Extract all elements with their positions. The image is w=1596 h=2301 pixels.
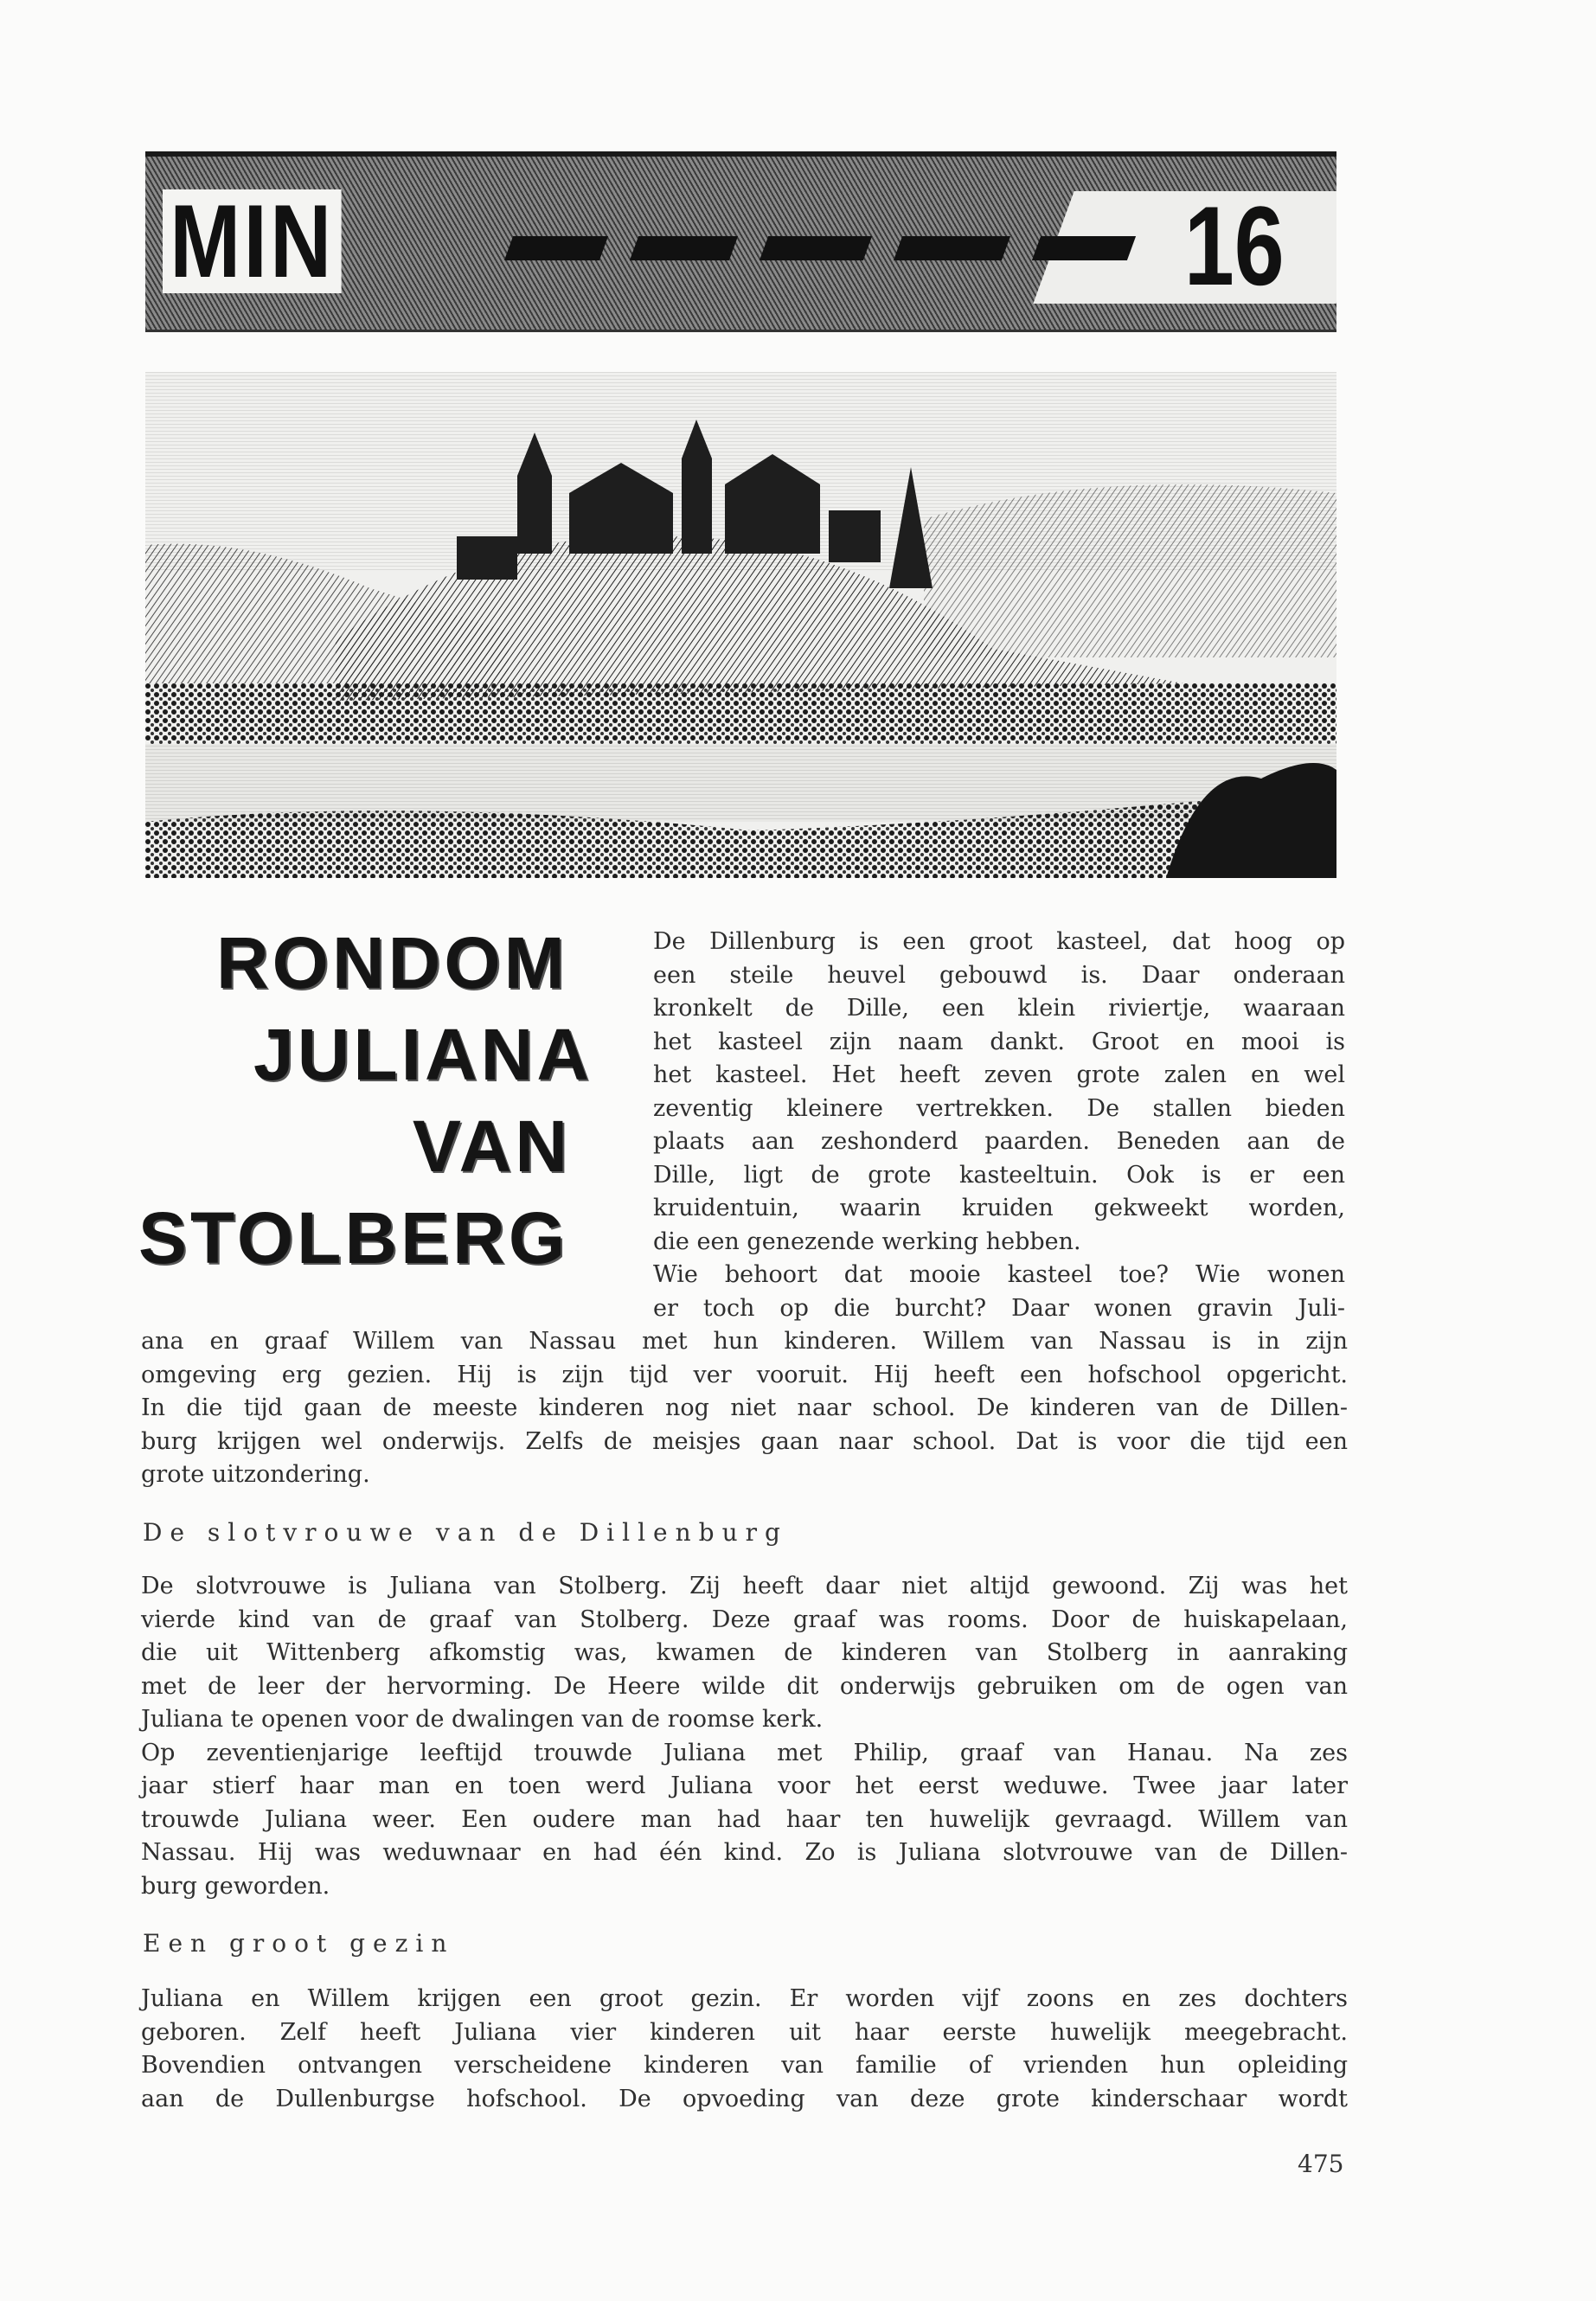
text-line: Nassau. Hij was weduwnaar en had één kind. Zo is Juliana slotvrouwe van de Dillen- (141, 1839, 1348, 1866)
banner-dash (894, 236, 1010, 260)
text-line: met de leer der hervorming. De Heere wilde dit onderwijs gebruiken om de ogen van (141, 1672, 1348, 1700)
text-line: een steile heuvel gebouwd is. Daar onderaan (653, 961, 1345, 989)
text-line: aan de Dullenburgse hofschool. De opvoeding van deze grote kinderschaar wordt (141, 2085, 1348, 2112)
text-line: vierde kind van de graaf van Stolberg. Deze graaf was rooms. Door de huiskapelaan, (141, 1606, 1348, 1633)
section-slotvrouwe (141, 1570, 1348, 1903)
text-line: Dille, ligt de grote kasteeltuin. Ook is er een (653, 1161, 1345, 1189)
text-line: kruidentuin, waarin kruiden gekweekt worden, (653, 1195, 1345, 1221)
text-line: Bovendien ontvangen verscheidene kinderen van familie of vrienden hun opleiding (141, 2052, 1348, 2079)
article-title (130, 917, 597, 1284)
banner-dash (630, 236, 738, 260)
section-gezin (141, 1983, 1348, 2116)
title-line-1: RONDOM (216, 922, 568, 1003)
banner-word: MIN (163, 189, 342, 293)
title-line-3: VAN (412, 1106, 571, 1187)
town (145, 683, 1336, 744)
text-line: jaar stierf haar man en toen werd Juliana voor het eerst weduwe. Twee jaar later (141, 1772, 1348, 1799)
page-number: 475 (1298, 2150, 1344, 2178)
section-heading-gezin: Een groot gezin (143, 1929, 455, 1958)
text-line: geboren. Zelf heeft Juliana vier kinderen uit haar eerste huwelijk meegebracht. (141, 2018, 1348, 2046)
title-line-2: JULIANA (253, 1014, 593, 1095)
text-line: De slotvrouwe is Juliana van Stolberg. Zij heeft daar niet altijd gewoond. Zij was het (141, 1573, 1348, 1599)
text-line: Juliana te openen voor de dwalingen van de roomse kerk. (141, 1706, 824, 1733)
text-line: het kasteel zijn naam dankt. Groot en mooi is (653, 1028, 1345, 1055)
text-line: ana en graaf Willem van Nassau met hun kinderen. Willem van Nassau is in zijn (141, 1328, 1348, 1355)
text-line: er toch op die burcht? Daar wonen gravin Juli- (653, 1294, 1345, 1322)
castle-engraving (145, 372, 1336, 878)
text-line: trouwde Juliana weer. Een oudere man had haar ten huwelijk gevraagd. Willem van (141, 1805, 1348, 1833)
text-line: De Dillenburg is een groot kasteel, dat hoog op (653, 928, 1345, 955)
text-line: Juliana en Willem krijgen een groot gezin. Er worden vijf zoons en zes dochters (141, 1985, 1348, 2012)
banner-dash (1032, 236, 1136, 260)
banner-number: 16 (1184, 183, 1285, 309)
text-line: burg krijgen wel onderwijs. Zelfs de meisjes gaan naar school. Dat is voor die tijd een (141, 1427, 1348, 1455)
text-line: zeventig kleinere vertrekken. De stallen bieden (653, 1094, 1345, 1122)
text-line: Wie behoort dat mooie kasteel toe? Wie wonen (653, 1261, 1345, 1288)
text-line: plaats aan zeshonderd paarden. Beneden aan de (653, 1128, 1345, 1155)
text-line: omgeving erg gezien. Hij is zijn tijd ver vooruit. Hij heeft een hofschool opgericht. (141, 1361, 1348, 1388)
text-line: grote uitzondering. (141, 1461, 370, 1488)
text-line: die uit Wittenberg afkomstig was, kwamen de kinderen van Stolberg in aanraking (141, 1639, 1348, 1666)
text-line: burg geworden. (141, 1872, 330, 1900)
intro-column (653, 926, 1345, 1325)
text-line: het kasteel. Het heeft zeven grote zalen en wel (653, 1061, 1345, 1088)
section-heading-slotvrouwe: De slotvrouwe van de Dillenburg (143, 1518, 788, 1547)
text-line: In die tijd gaan de meeste kinderen nog niet naar school. De kinderen van de Dillen- (141, 1394, 1348, 1421)
banner-dash (504, 236, 608, 260)
title-line-4: STOLBERG (138, 1197, 569, 1279)
text-line: kronkelt de Dille, een klein riviertje, waaraan (653, 995, 1345, 1022)
banner-dash (760, 236, 872, 260)
text-line: Op zeventienjarige leeftijd trouwde Juliana met Philip, graaf van Hanau. Na zes (141, 1739, 1348, 1766)
intro-continued (141, 1325, 1348, 1492)
text-line: die een genezende werking hebben. (653, 1227, 1081, 1255)
series-banner (145, 151, 1336, 332)
distant-hills (924, 484, 1336, 657)
